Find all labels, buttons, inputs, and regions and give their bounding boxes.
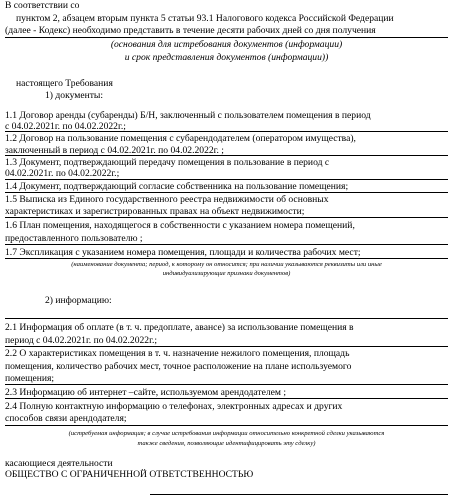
documents-note-2: индивидуализирующие признаки документов) [162, 270, 291, 277]
document-item-3-line-2: 04.02.2021г. по 04.02.2022г.; [5, 168, 120, 179]
document-item-5-line-2: характеристиках и зарегистрированных правах на объект недвижимости; [5, 206, 305, 217]
document-item-6-line-2: предоставленного пользователю ; [5, 233, 143, 244]
underline [150, 494, 448, 495]
intro-line-1: В соответствии со [5, 0, 80, 11]
basis-note-2: и срок представления документов (информации)) [124, 52, 329, 63]
document-item-4-line-1: 1.4 Документ, подтверждающий согласие собственника на пользование помещения; [5, 181, 349, 192]
row-line [5, 244, 448, 245]
activity-label: касающиеся деятельности [5, 458, 113, 469]
requirement-heading: настоящего Требования [16, 78, 113, 89]
information-item-2-line-2: помещения, количество рабочих мест, точное расположение на плане используемого [5, 361, 352, 372]
information-note-2: также сведения, позволяющие идентифицировать эту сделку) [137, 440, 316, 447]
information-item-2-line-1: 2.2 О характеристиках помещения в т. ч. назначение нежилого помещения, площадь [5, 348, 350, 359]
row-line [5, 346, 448, 347]
information-item-4-line-1: 2.4 Полную контактную информацию о телефонах, электронных адресах и других [5, 401, 343, 412]
row-line [5, 131, 448, 132]
information-item-2-line-3: помещения; [5, 373, 55, 384]
row-line [5, 179, 448, 180]
document-item-1-line-2: с 04.02.2021г. по 04.02.2022г.; [5, 121, 126, 132]
intro-line-3: (далее - Кодекс) необходимо представить в течение десяти рабочих дней со дня получения [5, 25, 376, 36]
row-line [5, 155, 448, 156]
underline [5, 37, 448, 38]
document-item-6-line-1: 1.6 План помещения, находящегося в собственности с указанием номера помещений, [5, 220, 355, 231]
information-label: 2) информацию: [45, 295, 112, 306]
information-item-3-line-1: 2.3 Информацию об интернет –сайте, используемом арендодателем ; [5, 387, 287, 398]
basis-note-1: (основания для истребования документов (информации) [110, 39, 343, 50]
document-item-2-line-2: заключенный в период с 04.02.2021г. по 04.02.2022г. ; [5, 145, 224, 156]
document-item-1-line-1: 1.1 Договор аренды (субаренды) Б/Н, заключенный с пользователем помещения в период [5, 110, 371, 121]
document-item-2-line-1: 1.2 Договор на пользование помещения с субарендодателем (оператором имущества), [5, 133, 356, 144]
organization-name: ОБЩЕСТВО С ОГРАНИЧЕННОЙ ОТВЕТСТВЕННОСТЬЮ [5, 469, 254, 480]
information-item-1-line-1: 2.1 Информация об оплате (в т. ч. предоплате, авансе) за использование помещения в [5, 322, 354, 333]
intro-line-2: пунктом 2, абзацем вторым пункта 5 статьи 93.1 Налогового кодекса Российской Федерации [16, 13, 394, 24]
row-line [5, 258, 448, 259]
document-item-7-line-1: 1.7 Экспликация с указанием номера помещения, площади и количества рабочих мест; [5, 247, 361, 258]
documents-label: 1) документы: [45, 90, 104, 101]
document-item-5-line-1: 1.5 Выписка из Единого государственного реестра недвижимости об основных [5, 194, 329, 205]
documents-note-1: (наименование документа; период, к которому он относится; при наличии указываются реквизиты или иные [71, 261, 382, 268]
row-line [5, 425, 448, 426]
row-line [5, 318, 448, 319]
information-item-4-line-2: способов связи арендодателя; [5, 413, 127, 424]
row-line [5, 217, 448, 218]
document-item-3-line-1: 1.3 Документ, подтверждающий передачу помещения в пользование в период с [5, 157, 330, 168]
row-line [5, 384, 448, 385]
row-line [5, 398, 448, 399]
row-line [5, 192, 448, 193]
information-item-1-line-2: период с 04.02.2021г. по 04.02.2022г.; [5, 335, 158, 346]
information-note-1: (истребуемая информация; в случае истребования информации относительно конкретной сделки указываются [68, 430, 385, 437]
